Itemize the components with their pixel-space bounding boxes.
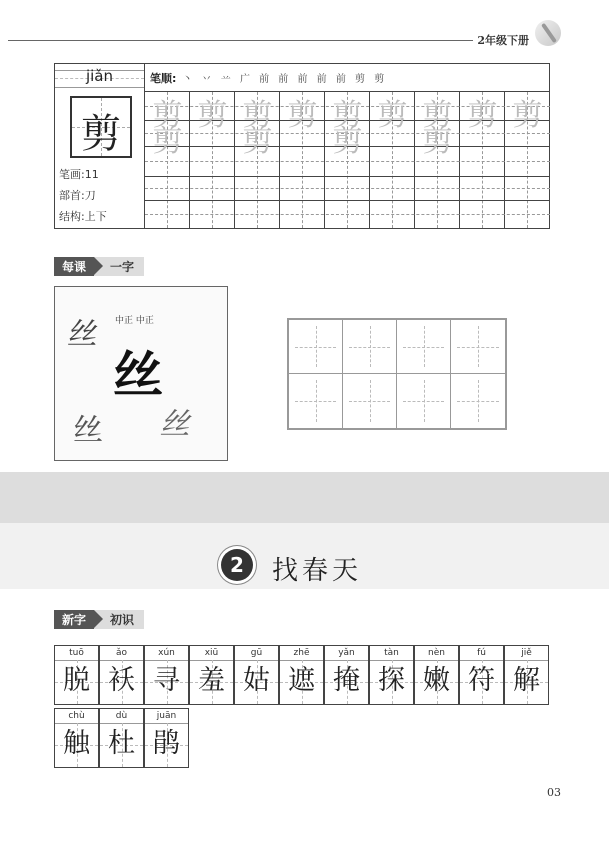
new-character: 遮 (288, 665, 315, 696)
writing-cell[interactable] (397, 374, 451, 428)
new-character-cell (324, 645, 369, 705)
new-character: 探 (378, 665, 405, 696)
new-tab-light: 初识 (94, 610, 144, 629)
traced-character: 剪 (152, 98, 183, 133)
new-character: 掩 (333, 665, 360, 696)
writing-cell[interactable] (343, 320, 397, 374)
lesson-title: 找春天 (272, 556, 363, 586)
stroke-order-row (144, 64, 549, 92)
radical-info: 部首:刀 (59, 189, 96, 202)
new-character-cell (234, 645, 279, 705)
new-character-pinyin: zhē (280, 646, 323, 661)
header-rule (8, 40, 513, 41)
new-character-pinyin: xiū (190, 646, 233, 661)
strokes-info: 笔画:11 (59, 168, 99, 181)
traced-character: 剪 (377, 98, 408, 133)
writing-cell[interactable] (451, 374, 505, 428)
character-card (54, 63, 550, 229)
new-character-pinyin: dù (100, 709, 143, 724)
new-character-cell (54, 645, 99, 705)
new-character-cell (99, 645, 144, 705)
pinyin-box (55, 64, 145, 92)
structure-info: 结构:上下 (59, 210, 107, 223)
main-character: 剪 (81, 111, 121, 157)
new-character-cell (279, 645, 324, 705)
new-character-pinyin: fú (460, 646, 503, 661)
new-character: 羞 (198, 665, 225, 696)
stroke-order-sequence: 丶 丷 䒑 广 前 前 前 前 前 剪 剪 (182, 74, 388, 85)
stroke-demo-image (54, 286, 228, 461)
new-character-cell (99, 708, 144, 768)
new-character-pinyin: tàn (370, 646, 413, 661)
traced-character: 剪 (332, 98, 363, 133)
traced-character: 剪 (152, 124, 183, 159)
traced-character: 剪 (242, 98, 273, 133)
new-character: 解 (513, 665, 540, 696)
traced-character: 剪 (287, 98, 318, 133)
stroke-order-label: 笔顺: (150, 71, 177, 85)
grade-label: 2年级下册 (473, 32, 533, 48)
new-character-pinyin: jiě (505, 646, 548, 661)
page-number: 03 (547, 786, 561, 799)
new-character: 符 (468, 665, 495, 696)
demo-char-main: 丝 (113, 345, 163, 404)
new-character-pinyin: yǎn (325, 646, 368, 661)
new-character-pinyin: tuō (55, 646, 98, 661)
demo-char-right: 丝 (157, 407, 197, 442)
new-characters-tab (54, 610, 144, 629)
writing-cell[interactable] (289, 320, 343, 374)
new-character: 杜 (108, 728, 135, 759)
writing-cell[interactable] (451, 320, 505, 374)
new-character-cell (144, 645, 189, 705)
traced-character: 剪 (512, 98, 543, 133)
new-character-cell (54, 708, 99, 768)
new-character: 寻 (153, 665, 180, 696)
demo-char-left: 丝 (73, 413, 103, 448)
new-character-cell (504, 645, 549, 705)
new-character: 姑 (243, 665, 270, 696)
daily-tab-light: 一字 (94, 257, 144, 276)
new-character: 鹃 (153, 728, 180, 759)
new-character-cell (459, 645, 504, 705)
writing-cell[interactable] (289, 374, 343, 428)
lesson-number: 2 (221, 549, 253, 581)
traced-character: 剪 (422, 98, 453, 133)
new-character: 脱 (63, 665, 90, 696)
demo-char-small: 丝 (65, 317, 102, 352)
new-character-pinyin: juān (145, 709, 188, 724)
writing-cell[interactable] (343, 374, 397, 428)
writing-grid[interactable] (287, 318, 507, 430)
new-tab-dark: 新字 (54, 610, 94, 629)
pen-icon (535, 20, 561, 46)
traced-character: 剪 (422, 124, 453, 159)
new-character-pinyin: chù (55, 709, 98, 724)
main-character-box (70, 96, 132, 158)
new-character-cell (369, 645, 414, 705)
traced-character: 剪 (197, 98, 228, 133)
new-character-cell (144, 708, 189, 768)
card-pinyin: jiǎn (85, 67, 114, 85)
writing-cell[interactable] (397, 320, 451, 374)
new-character: 袄 (108, 665, 135, 696)
daily-character-tab (54, 257, 144, 276)
traced-character: 剪 (467, 98, 498, 133)
new-character-cell (189, 645, 234, 705)
new-character: 触 (63, 728, 90, 759)
new-character: 嫩 (423, 665, 450, 696)
practice-grid (144, 92, 550, 228)
traced-character: 剪 (332, 124, 363, 159)
daily-tab-dark: 每课 (54, 257, 94, 276)
new-character-cell (414, 645, 459, 705)
traced-character: 剪 (242, 124, 273, 159)
new-character-pinyin: nèn (415, 646, 458, 661)
new-character-pinyin: gū (235, 646, 278, 661)
demo-label: 中正 中正 (115, 316, 154, 326)
new-character-pinyin: ǎo (100, 646, 143, 661)
new-character-pinyin: xún (145, 646, 188, 661)
